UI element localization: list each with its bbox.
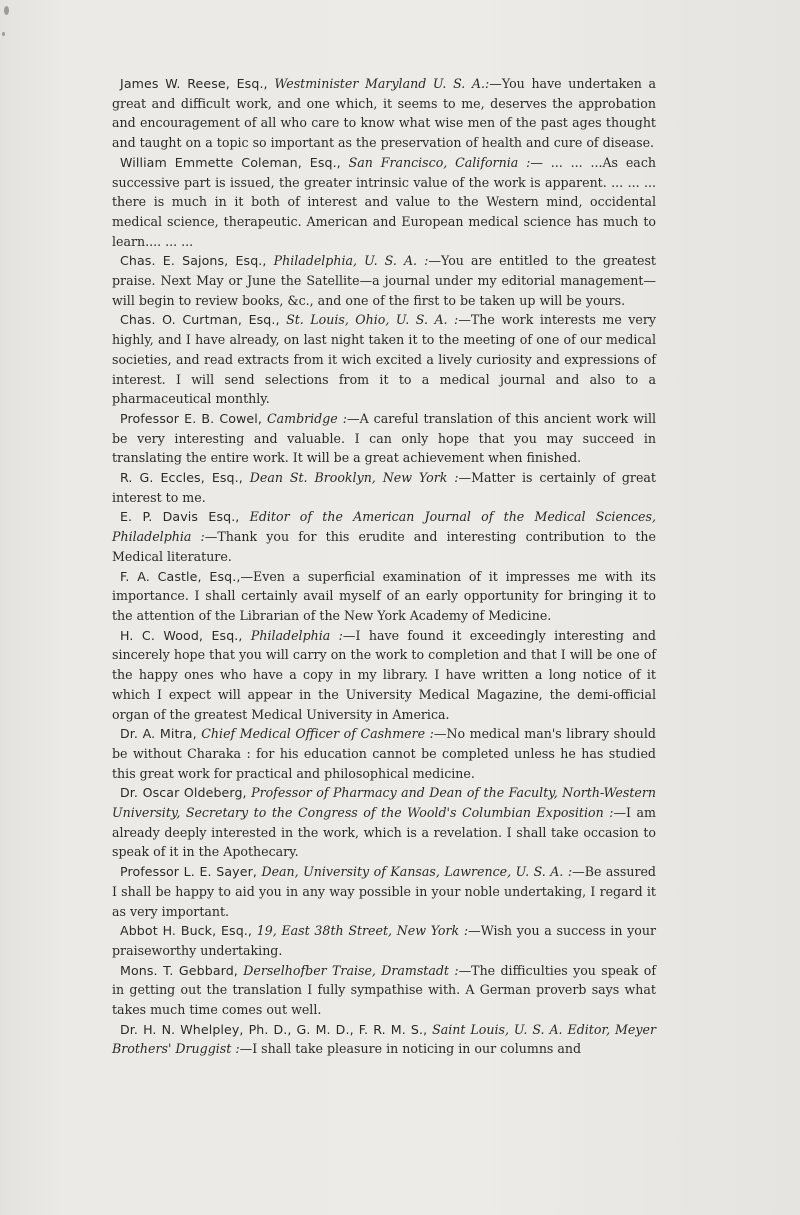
entry-place: St. Louis, Ohio, U. S. A. : [286,312,459,328]
entry-text: —Thank you for this erudite and interesting contribution to the Medical literature. [112,529,656,564]
testimonial-entry [112,724,656,783]
entry-name: Abbot H. Buck, Esq., [120,923,253,939]
entry-place: Dean, University of Kansas, Lawrence, U. S. A. : [261,864,573,880]
ink-speck [4,6,9,15]
entry-text: —Be assured I shall be happy to aid you in any way possible in your noble undertaking, I regard it as very important. [112,864,656,919]
testimonial-entry [112,921,656,960]
entry-place: Editor of the American Journal of the Medical Sciences, Philadelphia : [112,509,656,545]
entry-place: Philadelphia, U. S. A. : [273,253,429,269]
entry-place: Derselhofber Traise, Dramstadt : [243,962,459,978]
testimonial-entry [112,468,656,507]
testimonial-entry [112,961,656,1020]
entry-name: Dr. Oscar Oldeberg, [120,785,247,801]
entry-name: Chas. O. Curtman, Esq., [120,312,280,328]
entry-text: —A careful translation of this ancient work will be very interesting and valuable. I can only hope that you may succeed in translating the entire work. It will be a great achievement when finished. [112,410,657,466]
testimonial-entry [112,74,656,153]
entry-text: —I shall take pleasure in noticing in our columns and [239,1041,582,1057]
entry-text: —Even a superficial examination of it impresses me with its importance. I shall certainly avail myself of an early opportunity for bringing it to the attention of the Librarian of the New York Academy of Medicine. [112,568,656,623]
entry-place: Chief Medical Officer of Cashmere : [201,726,434,742]
entry-name: James W. Reese, Esq., [120,76,268,91]
entry-name: Professor L. E. Sayer, [120,864,257,880]
entry-place: Cambridge : [266,410,347,426]
entry-name: E. P. Davis Esq., [120,509,240,525]
testimonial-entry [112,409,656,468]
entry-place: Westminister Maryland U. S. A.: [274,76,490,91]
entry-text: —Wish you a success in your praiseworthy undertaking. [112,923,656,958]
entry-place: 19, East 38th Street, New York : [256,923,469,939]
ink-speck [2,32,5,36]
entry-place: Professor of Pharmacy and Dean of the Faculty, North-Western University, Secretary to the Congress of the Woold's Columbian Exposition : [112,785,656,821]
entry-text: — ... ... ...As each successive part is issued, the greater intrinsic value of the work is apparent. ... ... ... there is much in it both of interest and value to the Western mind, occidental medical science, therapeutic. American and European medical science has much to learn.... ... ... [112,154,656,249]
testimonial-entry [112,783,656,862]
entry-text: —You have undertaken a great and difficult work, and one which, it seems to me, deserves the approbation and encouragement of all who care to know what wise men of the past ages thought and taught on a topic so important as the preservation of health and cure of disease. [112,76,657,151]
testimonial-entry [112,862,656,921]
entry-place: San Francisco, California : [348,154,531,170]
entry-name: F. A. Castle, Esq., [120,568,241,584]
entry-name: H. C. Wood, Esq., [120,627,243,643]
testimonial-entry [112,153,656,252]
testimonial-entry [112,310,656,409]
testimonial-entry [112,507,656,566]
entry-text: —Matter is certainly of great interest to me. [112,470,656,505]
entry-name: Mons. T. Gebbard, [120,962,238,978]
entry-text: —No medical man's library should be without Charaka : for his education cannot be completed unless he has studied this great work for practical and philosophical medicine. [112,726,656,781]
entry-text: —I am already deeply interested in the work, which is a revelation. I shall take occasion to speak of it in the Apothecary. [112,805,656,860]
entry-name: Dr. H. N. Whelpley, Ph. D., G. M. D., F. R. M. S., [120,1021,428,1037]
entry-place: Philadelphia : [250,627,343,643]
entry-text: —The work interests me very highly, and I have already, on last night taken it to the meeting of one of our medical societies, and read extracts from it wich excited a lively curiosity and expressions of interest. I will send selections from it to a medical journal and also to a pharmaceutical monthly. [112,312,656,407]
entry-text: —You are entitled to the greatest praise. Next May or June the Satellite—a journal under my editorial management—will begin to review books, &c., and one of the first to be taken up will be yours. [112,253,656,308]
entry-name: Chas. E. Sajons, Esq., [120,253,267,269]
entry-place: Dean St. Brooklyn, New York : [249,470,459,486]
entry-text: —The difficulties you speak of in getting out the translation I fully sympathise with. A German proverb says what takes much time comes out well. [112,962,656,1018]
testimonial-entry [112,1020,656,1059]
entry-name: William Emmette Coleman, Esq., [120,154,341,170]
testimonial-entry [112,567,656,626]
entry-name: Professor E. B. Cowel, [120,410,262,426]
entry-name: Dr. A. Mitra, [120,726,197,742]
testimonial-entry [112,251,656,310]
entry-name: R. G. Eccles, Esq., [120,470,243,486]
entry-place: Saint Louis, U. S. A. Editor, Meyer Brothers' Druggist : [112,1021,656,1057]
testimonial-list [112,74,656,1059]
entry-text: —I have found it exceedingly interesting and sincerely hope that you will carry on the work to completion and that I will be one of the happy ones who have a copy in my library. I have written a long notice of it which I expect will appear in the University Medical Magazine, the demi-official organ of the greatest Medical University in America. [112,627,656,722]
testimonial-entry [112,626,656,725]
